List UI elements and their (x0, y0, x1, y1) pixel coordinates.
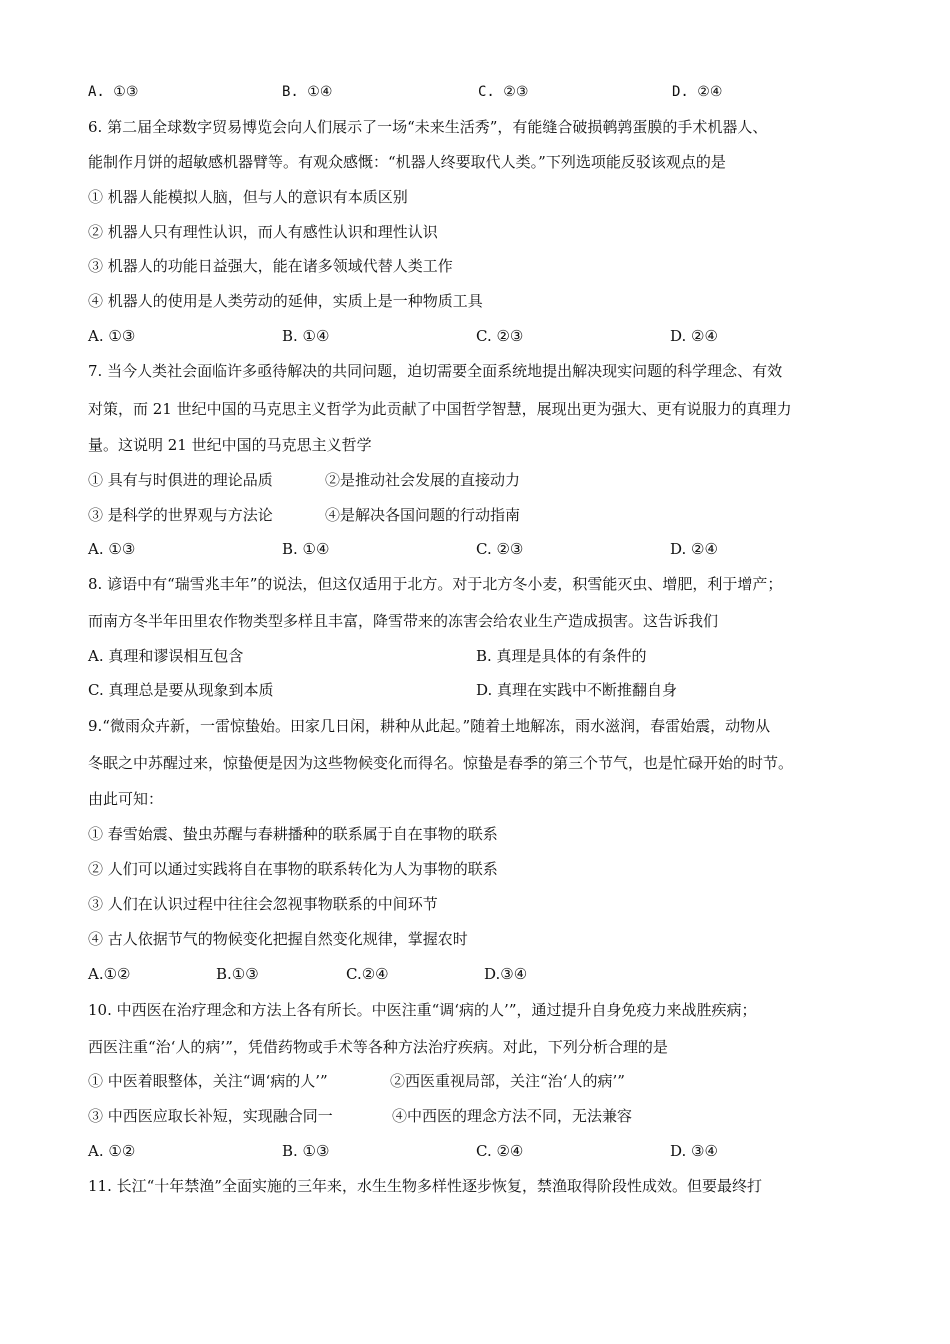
q6-item-3: ③ 机器人的功能日益强大，能在诸多领域代替人类工作 (88, 257, 453, 275)
q7-item-4: ④是解决各国问题的行动指南 (325, 506, 521, 524)
q10-option-b: B. ①③ (282, 1142, 330, 1160)
q7-item-2: ②是推动社会发展的直接动力 (325, 471, 521, 489)
q9-stem-line-1: 9.“微雨众卉新，一雷惊蛰始。田家几日闲，耕种从此起。”随着土地解冻，雨水滋润，春雷始震，动物从 (88, 717, 771, 735)
q7-stem-line-1: 7. 当今人类社会面临许多亟待解决的共同问题，迫切需要全面系统地提出解决现实问题的科学理念、有效 (88, 362, 783, 380)
q9-item-2: ② 人们可以通过实践将自在事物的联系转化为人为事物的联系 (88, 860, 498, 878)
q8-option-d: D. 真理在实践中不断推翻自身 (476, 681, 678, 699)
q6-item-1: ① 机器人能模拟人脑，但与人的意识有本质区别 (88, 188, 408, 206)
q10-item-2: ②西医重视局部，关注“治‘人的病’” (390, 1072, 625, 1090)
q5-option-b: B. ①④ (282, 84, 333, 100)
q8-option-a: A. 真理和谬误相互包含 (88, 647, 244, 665)
q10-option-c: C. ②④ (476, 1142, 524, 1160)
q9-stem-line-2: 冬眠之中苏醒过来，惊蛰便是因为这些物候变化而得名。惊蛰是春季的第三个节气，也是忙碌开始的时节。 (88, 754, 794, 772)
q7-option-d: D. ②④ (670, 540, 718, 558)
q10-stem-line-1: 10. 中西医在治疗理念和方法上各有所长。中医注重“调‘病的人’”，通过提升自身免疫力来战胜疾病； (88, 1001, 757, 1019)
q10-item-4: ④中西医的理念方法不同，无法兼容 (392, 1107, 633, 1125)
q6-item-4: ④ 机器人的使用是人类劳动的延伸，实质上是一种物质工具 (88, 292, 483, 310)
q6-stem-line-2: 能制作月饼的超敏感机器臂等。有观众感慨：“机器人终要取代人类。”下列选项能反驳该观点的是 (88, 153, 726, 171)
q9-option-a: A.①② (88, 965, 131, 983)
q6-stem-line-1: 6. 第二届全球数字贸易博览会向人们展示了一场“未来生活秀”，有能缝合破损鹌鹑蛋膜的手术机器人、 (88, 118, 768, 136)
q10-option-d: D. ③④ (670, 1142, 718, 1160)
q7-stem-line-3: 量。这说明 21 世纪中国的马克思主义哲学 (88, 436, 372, 454)
q7-option-c: C. ②③ (476, 540, 524, 558)
q8-stem-line-1: 8. 谚语中有“瑞雪兆丰年”的说法，但这仅适用于北方。对于北方冬小麦，积雪能灭虫、增肥，利于增产； (88, 575, 783, 593)
q6-option-b: B. ①④ (282, 327, 330, 345)
q10-option-a: A. ①② (88, 1142, 136, 1160)
q9-item-4: ④ 古人依据节气的物候变化把握自然变化规律，掌握农时 (88, 930, 468, 948)
q8-option-c: C. 真理总是要从现象到本质 (88, 681, 274, 699)
q8-option-b: B. 真理是具体的有条件的 (476, 647, 647, 665)
q6-option-d: D. ②④ (670, 327, 718, 345)
q10-item-3: ③ 中西医应取长补短，实现融合同一 (88, 1107, 333, 1125)
q9-option-c: C.②④ (346, 965, 389, 983)
q10-item-1: ① 中医着眼整体，关注“调‘病的人’” (88, 1072, 328, 1090)
q7-option-a: A. ①③ (88, 540, 136, 558)
q6-item-2: ② 机器人只有理性认识，而人有感性认识和理性认识 (88, 223, 438, 241)
q5-option-a: A. ①③ (88, 84, 139, 100)
q10-stem-line-2: 西医注重“治‘人的病’”，凭借药物或手术等各种方法治疗疾病。对此，下列分析合理的是 (88, 1038, 668, 1056)
q8-stem-line-2: 而南方冬半年田里农作物类型多样且丰富，降雪带来的冻害会给农业生产造成损害。这告诉我们 (88, 612, 719, 630)
q9-stem-line-3: 由此可知： (88, 790, 164, 808)
q5-option-d: D. ②④ (672, 84, 723, 100)
q9-item-3: ③ 人们在认识过程中往往会忽视事物联系的中间环节 (88, 895, 438, 913)
q7-item-1: ① 具有与时俱进的理论品质 (88, 471, 273, 489)
q6-option-c: C. ②③ (476, 327, 524, 345)
q9-item-1: ① 春雪始震、蛰虫苏醒与春耕播种的联系属于自在事物的联系 (88, 825, 498, 843)
q9-option-d: D.③④ (484, 965, 528, 983)
q5-option-c: C. ②③ (478, 84, 529, 100)
q7-stem-line-2: 对策，而 21 世纪中国的马克思主义哲学为此贡献了中国哲学智慧，展现出更为强大、更有说服力的真理力 (88, 400, 792, 418)
q6-option-a: A. ①③ (88, 327, 136, 345)
q9-option-b: B.①③ (216, 965, 259, 983)
q7-item-3: ③ 是科学的世界观与方法论 (88, 506, 273, 524)
q7-option-b: B. ①④ (282, 540, 330, 558)
q11-stem-line-1: 11. 长江“十年禁渔”全面实施的三年来，水生生物多样性逐步恢复，禁渔取得阶段性成效。但要最终打 (88, 1177, 762, 1195)
